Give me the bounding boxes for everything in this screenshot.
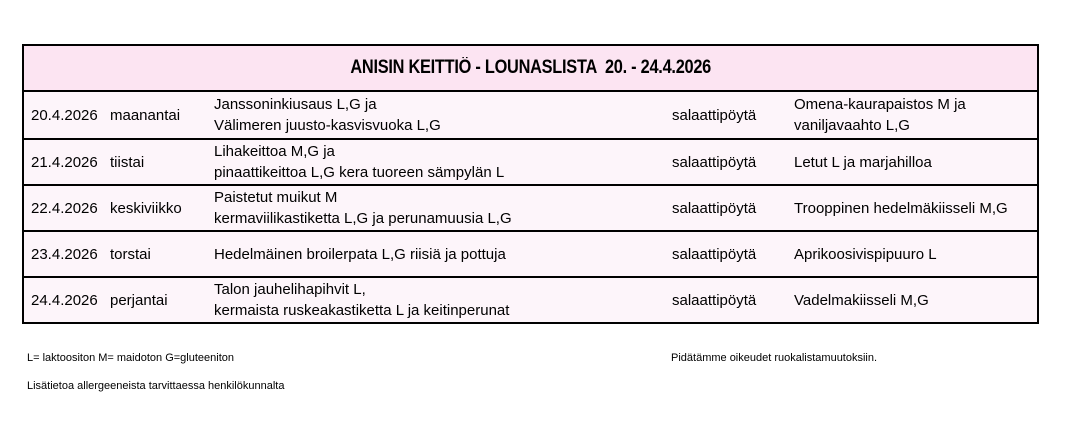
menu-row	[24, 138, 1037, 184]
weekday-text: keskiviikko	[110, 199, 182, 217]
allergen-legend: L= laktoositon M= maidoton G=gluteeniton	[27, 352, 234, 364]
menu-row	[24, 230, 1037, 276]
menu-row	[24, 184, 1037, 230]
main-course-line: Hedelmäinen broilerpata L,G riisiä ja pottuja	[214, 245, 506, 263]
dessert-cell	[794, 92, 966, 138]
salad-cell	[672, 278, 756, 322]
menu-title: ANISIN KEITTIÖ - LOUNASLISTA 20. - 24.4.2026	[350, 57, 711, 78]
weekday-cell	[110, 92, 180, 138]
dessert-line: Aprikoosivispipuuro L	[794, 245, 937, 263]
date-cell	[31, 92, 98, 138]
date-text: 22.4.2026	[31, 199, 98, 217]
salad-text: salaattipöytä	[672, 291, 757, 309]
main-course-cell	[214, 92, 441, 138]
main-course-line: Talon jauhelihapihvit L,	[214, 281, 366, 298]
allergy-info-note: Lisätietoa allergeeneista tarvittaessa henkilökunnalta	[27, 380, 285, 392]
dessert-cell	[794, 278, 929, 322]
date-text: 20.4.2026	[31, 106, 98, 124]
salad-cell	[672, 92, 756, 138]
date-cell	[31, 232, 98, 276]
dessert-line: Vadelmakiisseli M,G	[794, 291, 929, 309]
salad-text: salaattipöytä	[672, 245, 757, 263]
salad-text: salaattipöytä	[672, 153, 757, 171]
main-course-cell	[214, 232, 506, 276]
weekday-text: maanantai	[110, 106, 181, 124]
main-course-line: kermaista ruskeakastiketta L ja keitinperunat	[214, 302, 510, 319]
dessert-line: vaniljavaahto L,G	[794, 117, 910, 134]
main-course-cell	[214, 140, 504, 184]
weekday-cell	[110, 232, 151, 276]
weekday-text: torstai	[110, 245, 151, 263]
salad-text: salaattipöytä	[672, 106, 757, 124]
date-text: 23.4.2026	[31, 245, 98, 263]
main-course-cell	[214, 186, 512, 230]
main-course-line: Janssoninkiusaus L,G ja	[214, 96, 377, 113]
salad-text: salaattipöytä	[672, 199, 757, 217]
date-text: 21.4.2026	[31, 153, 98, 171]
date-cell	[31, 140, 98, 184]
dessert-line: Trooppinen hedelmäkiisseli M,G	[794, 199, 1008, 217]
weekday-cell	[110, 140, 144, 184]
dessert-line: Omena-kaurapaistos M ja	[794, 96, 966, 113]
main-course-cell	[214, 278, 509, 322]
weekday-cell	[110, 278, 168, 322]
lunch-menu-table	[22, 44, 1039, 324]
main-course-line: pinaattikeittoa L,G kera tuoreen sämpylän L	[214, 164, 505, 181]
date-cell	[31, 278, 98, 322]
date-cell	[31, 186, 98, 230]
dessert-cell	[794, 232, 937, 276]
menu-rows	[24, 92, 1037, 322]
main-course-line: kermaviilikastiketta L,G ja perunamuusia L,G	[214, 210, 512, 227]
dessert-cell	[794, 140, 932, 184]
salad-cell	[672, 140, 756, 184]
main-course-line: Paistetut muikut M	[214, 189, 338, 206]
date-text: 24.4.2026	[31, 291, 98, 309]
menu-row	[24, 276, 1037, 322]
main-course-line: Lihakeittoa M,G ja	[214, 143, 335, 160]
dessert-cell	[794, 186, 1008, 230]
rights-notice: Pidätämme oikeudet ruokalistamuutoksiin.	[671, 352, 878, 364]
menu-row	[24, 92, 1037, 138]
salad-cell	[672, 232, 756, 276]
salad-cell	[672, 186, 756, 230]
main-course-line: Välimeren juusto-kasvisvuoka L,G	[214, 117, 441, 134]
weekday-cell	[110, 186, 182, 230]
weekday-text: tiistai	[110, 153, 145, 171]
dessert-line: Letut L ja marjahilloa	[794, 153, 932, 171]
menu-header	[24, 46, 1037, 92]
weekday-text: perjantai	[110, 291, 168, 309]
